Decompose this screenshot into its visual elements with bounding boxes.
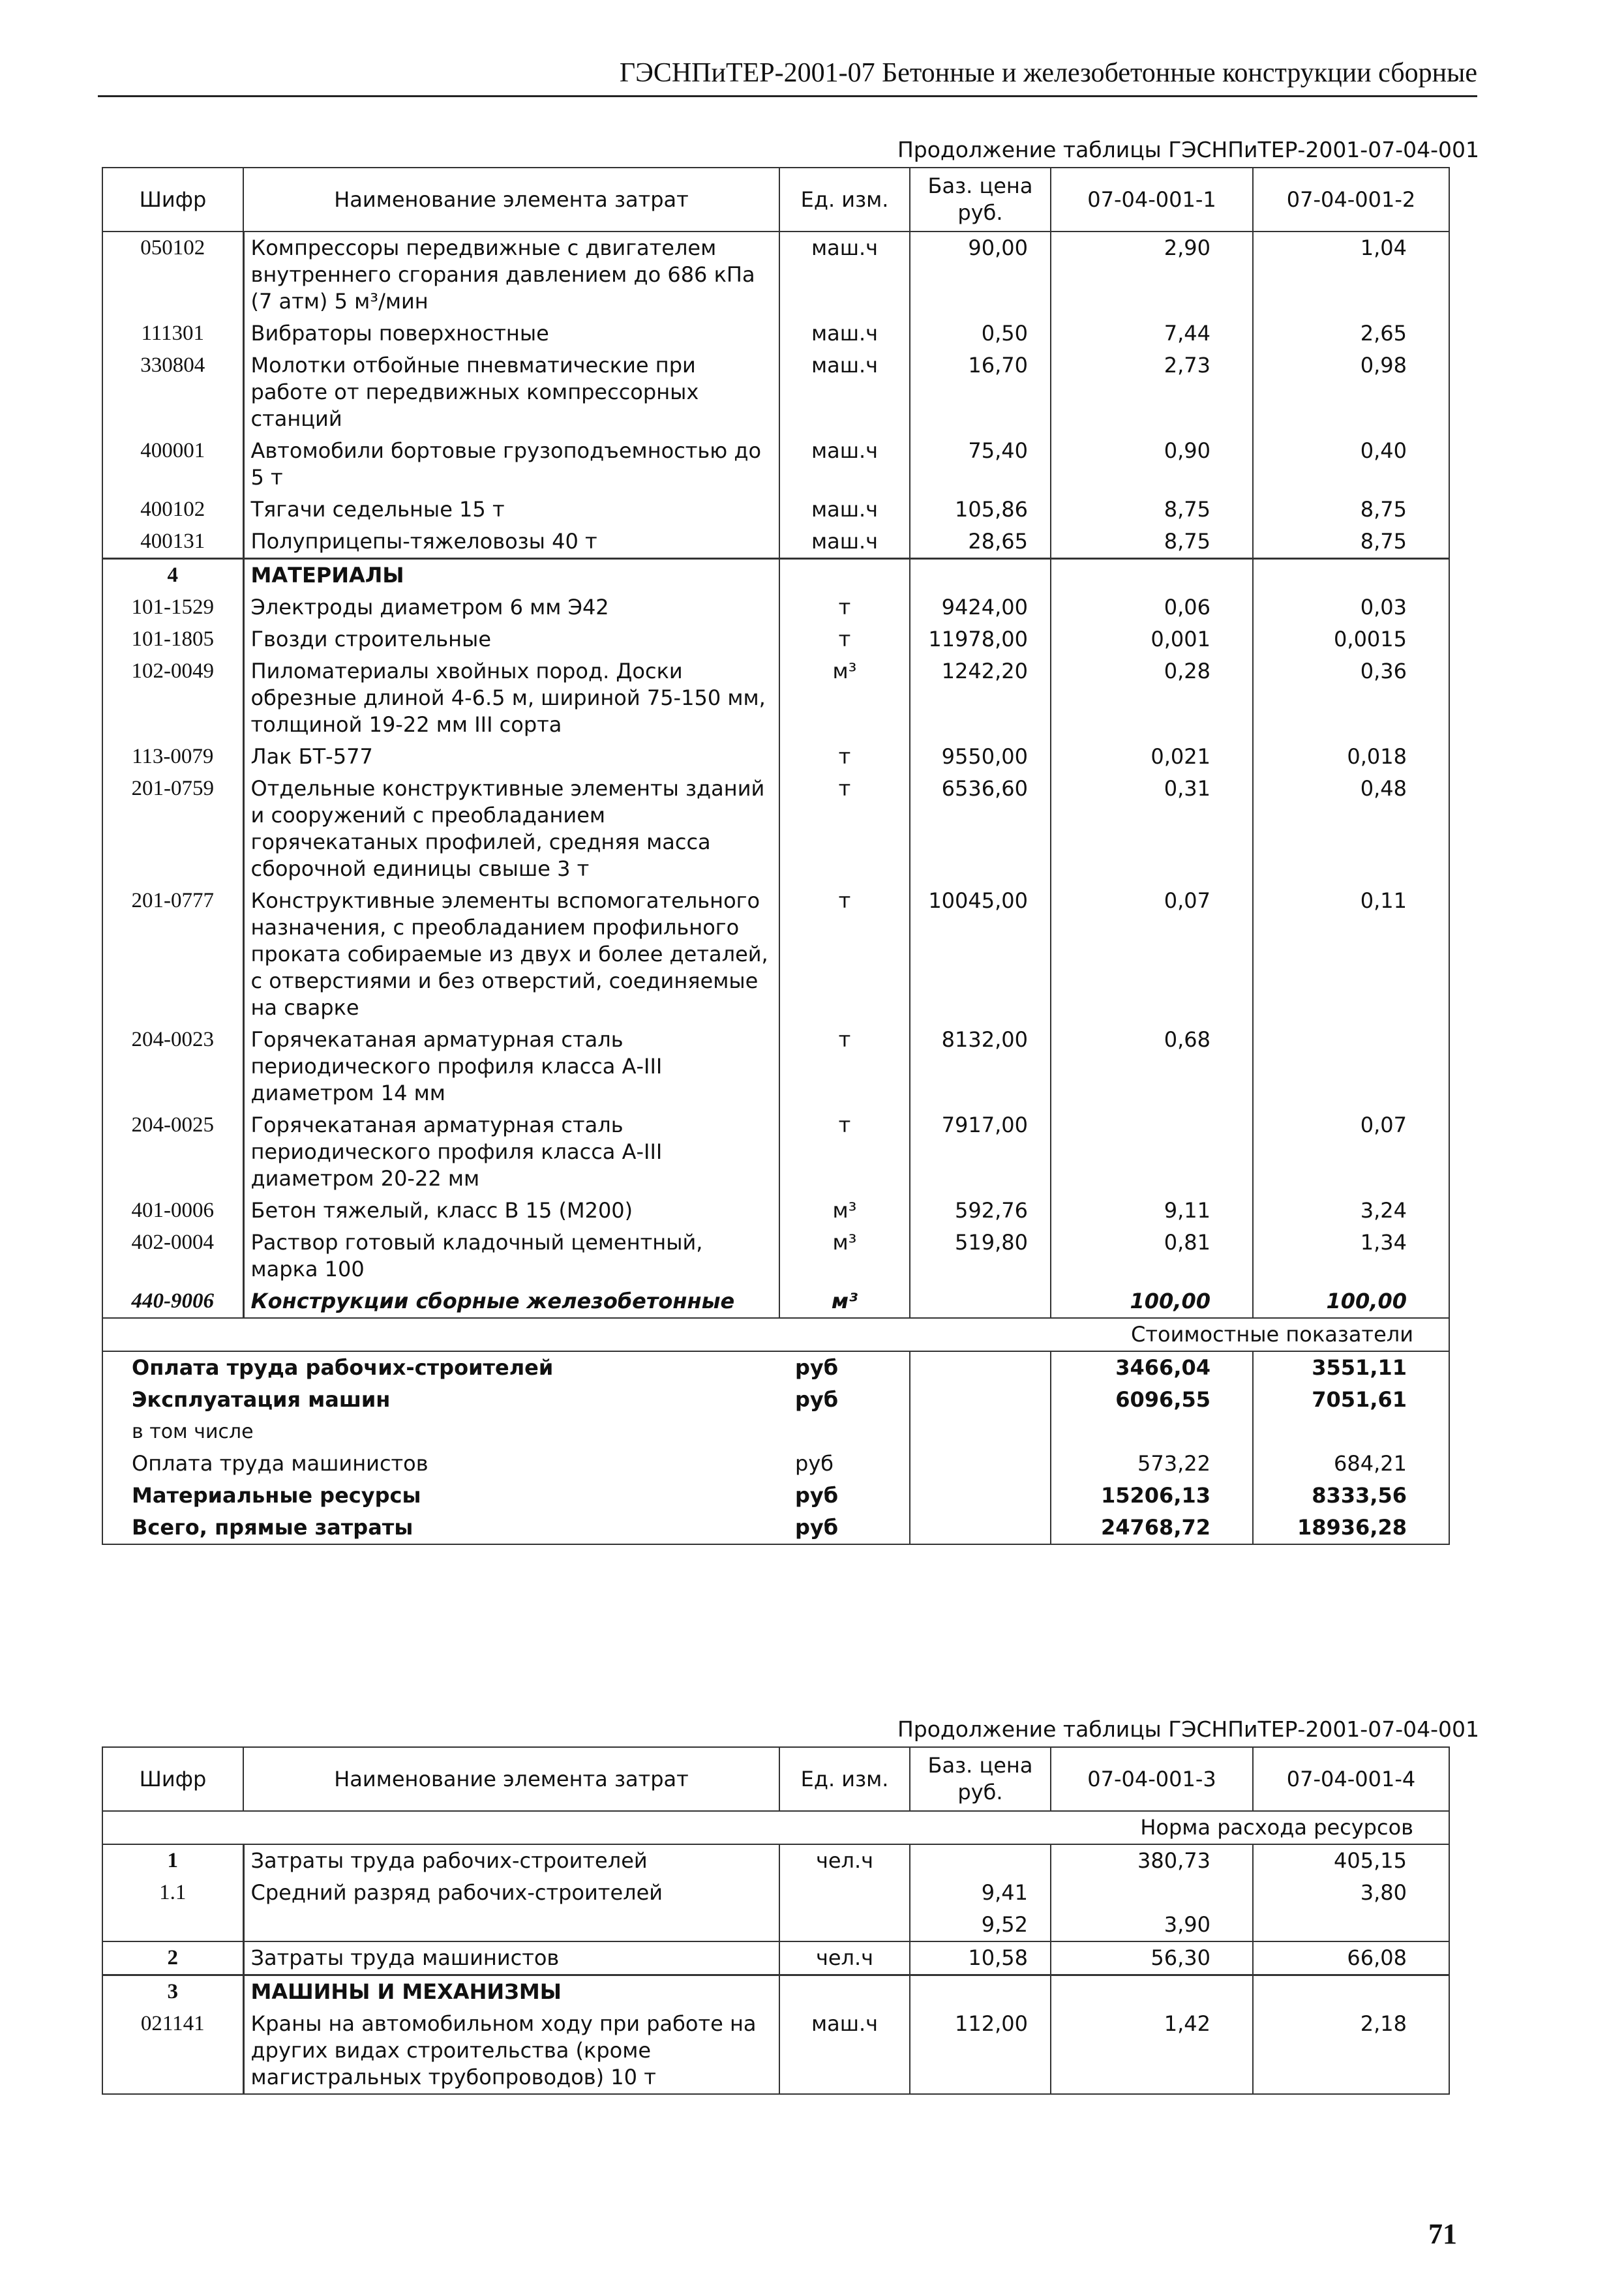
section-title: МАТЕРИАЛЫ [243, 559, 779, 592]
cell-code: 101-1529 [102, 591, 243, 623]
cell-name: Горячекатаная арматурная сталь периодического профиля класса А-III диаметром 14 мм [243, 1024, 779, 1109]
cell-value-2: 8,75 [1253, 526, 1449, 559]
indicator-label: Оплата труда рабочих-строителей [102, 1351, 779, 1384]
cell-unit: маш.ч [779, 494, 910, 526]
empty-cell [910, 1975, 1051, 2009]
cell-name: Гвозди строительные [243, 623, 779, 655]
indicator-value-1 [1051, 1416, 1253, 1448]
indicator-row [102, 1448, 1449, 1480]
page-header: ГЭСНПиТЕР-2001-07 Бетонные и железобетонные конструкции сборные [98, 51, 1477, 97]
cell-value-1: 0,90 [1051, 435, 1253, 494]
table-row [102, 1844, 1449, 1877]
indicator-row [102, 1384, 1449, 1416]
table-row [102, 1195, 1449, 1227]
cell-unit: маш.ч [779, 350, 910, 435]
header-code: Шифр [102, 168, 243, 232]
cell-price: 10,58 [910, 1941, 1051, 1975]
cell-price: 16,70 [910, 350, 1051, 435]
cell-unit: т [779, 885, 910, 1024]
cell-price: 112,00 [910, 2008, 1051, 2094]
cell-code: 440-9006 [102, 1285, 243, 1318]
table-caption: Продолжение таблицы ГЭСНПиТЕР-2001-07-04-001 [897, 137, 1479, 162]
cell-name: Краны на автомобильном ходу при работе на других видах строительства (кроме магистральных трубопроводов) 10 т [243, 2008, 779, 2094]
indicator-label: Эксплуатация машин [102, 1384, 779, 1416]
empty-cell [779, 559, 910, 592]
empty-cell [1051, 1975, 1253, 2009]
table-caption-2: Продолжение таблицы ГЭСНПиТЕР-2001-07-04-001 [897, 1716, 1479, 1742]
cell-name: Затраты труда рабочих-строителей [243, 1844, 779, 1877]
cell-name: Затраты труда машинистов [243, 1941, 779, 1975]
cell-name: Горячекатаная арматурная сталь периодического профиля класса А-III диаметром 20-22 мм [243, 1109, 779, 1195]
cell-price: 592,76 [910, 1195, 1051, 1227]
cell-code: 102-0049 [102, 655, 243, 741]
header-v1: 07-04-001-3 [1051, 1747, 1253, 1811]
header-price: Баз. цена руб. [910, 1747, 1051, 1811]
empty-cell [1253, 1975, 1449, 2009]
cell-price: 8132,00 [910, 1024, 1051, 1109]
indicator-label: Всего, прямые затраты [102, 1512, 779, 1544]
cell-unit: маш.ч [779, 318, 910, 350]
norm-band [102, 1811, 1449, 1844]
cell-price [910, 1285, 1051, 1318]
cell-value-2: 2,18 [1253, 2008, 1449, 2094]
cell-code [102, 1909, 243, 1941]
cell-unit: чел.ч [779, 1844, 910, 1877]
indicator-unit [779, 1416, 910, 1448]
indicator-label: Оплата труда машинистов [102, 1448, 779, 1480]
cell-value-1: 56,30 [1051, 1941, 1253, 1975]
cell-code: 204-0025 [102, 1109, 243, 1195]
cell-value-2: 0,11 [1253, 885, 1449, 1024]
cell-code: 401-0006 [102, 1195, 243, 1227]
table-row [102, 1024, 1449, 1109]
cell-value-1: 100,00 [1051, 1285, 1253, 1318]
cell-value-1: 1,42 [1051, 2008, 1253, 2094]
cell-price: 9,41 [910, 1877, 1051, 1909]
cell-unit: т [779, 773, 910, 885]
cell-value-2: 66,08 [1253, 1941, 1449, 1975]
indicator-value-2: 684,21 [1253, 1448, 1449, 1480]
cell-price: 0,50 [910, 318, 1051, 350]
cell-name: Конструктивные элементы вспомогательного назначения, с преобладанием профильного проката собираемые из двух и более деталей, с отверстиями и без отверстий, соединяемые на сварке [243, 885, 779, 1024]
section-title: МАШИНЫ И МЕХАНИЗМЫ [243, 1975, 779, 2009]
cell-value-1 [1051, 1109, 1253, 1195]
table-row [102, 526, 1449, 559]
cell-name: Раствор готовый кладочный цементный, марка 100 [243, 1227, 779, 1285]
cell-price: 90,00 [910, 232, 1051, 318]
cell-unit: т [779, 1024, 910, 1109]
cell-name: Средний разряд рабочих-строителей [243, 1877, 779, 1909]
cell-value-1: 0,06 [1051, 591, 1253, 623]
cell-unit [779, 1909, 910, 1941]
indicator-row [102, 1351, 1449, 1384]
cell-name: Конструкции сборные железобетонные [243, 1285, 779, 1318]
cell-unit: маш.ч [779, 435, 910, 494]
cell-name: Автомобили бортовые грузоподъемностью до 5 т [243, 435, 779, 494]
cell-price: 105,86 [910, 494, 1051, 526]
cell-code: 2 [102, 1941, 243, 1975]
cell-price: 28,65 [910, 526, 1051, 559]
cell-code: 1 [102, 1844, 243, 1877]
indicator-label: Материальные ресурсы [102, 1480, 779, 1512]
table-row [102, 2008, 1449, 2094]
resource-table-2 [102, 1746, 1450, 2095]
empty-cell [910, 1384, 1051, 1416]
cell-unit [779, 1877, 910, 1909]
table-row [102, 494, 1449, 526]
cell-name: Вибраторы поверхностные [243, 318, 779, 350]
cell-value-2: 100,00 [1253, 1285, 1449, 1318]
cell-price: 1242,20 [910, 655, 1051, 741]
table-row [102, 350, 1449, 435]
cell-name: Полуприцепы-тяжеловозы 40 т [243, 526, 779, 559]
cell-code: 111301 [102, 318, 243, 350]
cost-indicators-band-label: Стоимостные показатели [102, 1318, 1449, 1351]
empty-cell [910, 1416, 1051, 1448]
cell-price: 519,80 [910, 1227, 1051, 1285]
cell-unit: м³ [779, 1227, 910, 1285]
header-v2: 07-04-001-2 [1253, 168, 1449, 232]
cell-unit: чел.ч [779, 1941, 910, 1975]
cell-name: Тягачи седельные 15 т [243, 494, 779, 526]
cell-name: Бетон тяжелый, класс В 15 (М200) [243, 1195, 779, 1227]
table-1-body [102, 168, 1449, 1544]
cell-code: 113-0079 [102, 741, 243, 773]
cell-price: 9,52 [910, 1909, 1051, 1941]
cell-value-2: 8,75 [1253, 494, 1449, 526]
empty-cell [910, 1448, 1051, 1480]
indicator-unit: руб [779, 1448, 910, 1480]
cell-value-1: 0,31 [1051, 773, 1253, 885]
cell-name: Отдельные конструктивные элементы зданий и сооружений с преобладанием горячекатаных профилей, средняя масса сборочной единицы свыше 3 т [243, 773, 779, 885]
header-unit: Ед. изм. [779, 1747, 910, 1811]
cell-value-2 [1253, 1024, 1449, 1109]
cell-code: 201-0759 [102, 773, 243, 885]
indicator-unit: руб [779, 1384, 910, 1416]
cell-value-2: 405,15 [1253, 1844, 1449, 1877]
cell-value-1: 0,28 [1051, 655, 1253, 741]
cell-value-2: 3,24 [1253, 1195, 1449, 1227]
header-name: Наименование элемента затрат [243, 1747, 779, 1811]
cell-value-1 [1051, 1877, 1253, 1909]
cell-code: 400001 [102, 435, 243, 494]
table-row [102, 773, 1449, 885]
indicator-unit: руб [779, 1512, 910, 1544]
cell-code: 204-0023 [102, 1024, 243, 1109]
resource-table-1 [102, 167, 1450, 1545]
empty-cell [779, 1975, 910, 2009]
table-header-row [102, 1747, 1449, 1811]
cell-code: 400102 [102, 494, 243, 526]
indicator-value-2 [1253, 1416, 1449, 1448]
indicator-value-1: 15206,13 [1051, 1480, 1253, 1512]
empty-cell [910, 559, 1051, 592]
cell-price: 10045,00 [910, 885, 1051, 1024]
cell-unit: т [779, 623, 910, 655]
cell-unit: т [779, 591, 910, 623]
cell-name: Электроды диаметром 6 мм Э42 [243, 591, 779, 623]
cell-value-1: 7,44 [1051, 318, 1253, 350]
cell-name: Молотки отбойные пневматические при работе от передвижных компрессорных станций [243, 350, 779, 435]
header-name: Наименование элемента затрат [243, 168, 779, 232]
table-row [102, 655, 1449, 741]
page-number: 71 [1428, 2218, 1457, 2250]
cell-value-1: 3,90 [1051, 1909, 1253, 1941]
cell-code: 021141 [102, 2008, 243, 2094]
table-row [102, 1941, 1449, 1975]
indicator-value-2: 18936,28 [1253, 1512, 1449, 1544]
cell-unit: маш.ч [779, 2008, 910, 2094]
cell-price: 6536,60 [910, 773, 1051, 885]
cell-value-1: 9,11 [1051, 1195, 1253, 1227]
cell-value-2: 0,40 [1253, 435, 1449, 494]
cell-value-2: 1,04 [1253, 232, 1449, 318]
cell-value-1: 8,75 [1051, 494, 1253, 526]
cell-price: 7917,00 [910, 1109, 1051, 1195]
indicator-row [102, 1512, 1449, 1544]
cell-value-2: 0,018 [1253, 741, 1449, 773]
table-row [102, 232, 1449, 318]
table-row [102, 1909, 1449, 1941]
header-price: Баз. цена руб. [910, 168, 1051, 232]
cell-code: 1.1 [102, 1877, 243, 1909]
indicator-unit: руб [779, 1351, 910, 1384]
indicator-label: в том числе [102, 1416, 779, 1448]
cell-unit: маш.ч [779, 526, 910, 559]
empty-cell [910, 1351, 1051, 1384]
cell-value-1: 380,73 [1051, 1844, 1253, 1877]
cell-value-2: 3,80 [1253, 1877, 1449, 1909]
cell-price: 11978,00 [910, 623, 1051, 655]
cell-value-1: 0,81 [1051, 1227, 1253, 1285]
cell-unit: м³ [779, 655, 910, 741]
section-row [102, 559, 1449, 592]
table-row [102, 435, 1449, 494]
header-v2: 07-04-001-4 [1253, 1747, 1449, 1811]
cell-code: 402-0004 [102, 1227, 243, 1285]
cell-name: Лак БТ-577 [243, 741, 779, 773]
header-code: Шифр [102, 1747, 243, 1811]
cell-value-2 [1253, 1909, 1449, 1941]
header-v1: 07-04-001-1 [1051, 168, 1253, 232]
indicator-value-1: 573,22 [1051, 1448, 1253, 1480]
table-row [102, 318, 1449, 350]
indicator-unit: руб [779, 1480, 910, 1512]
empty-cell [910, 1480, 1051, 1512]
cell-unit: м³ [779, 1195, 910, 1227]
cell-value-2: 0,0015 [1253, 623, 1449, 655]
cell-code: 050102 [102, 232, 243, 318]
cell-unit: маш.ч [779, 232, 910, 318]
table-2-body [102, 1747, 1449, 2094]
indicator-value-1: 3466,04 [1051, 1351, 1253, 1384]
table-header-row [102, 168, 1449, 232]
cell-value-2: 0,36 [1253, 655, 1449, 741]
cell-value-1: 0,001 [1051, 623, 1253, 655]
table-row [102, 591, 1449, 623]
cell-unit: т [779, 1109, 910, 1195]
cell-code: 201-0777 [102, 885, 243, 1024]
header-unit: Ед. изм. [779, 168, 910, 232]
cell-name [243, 1909, 779, 1941]
section-code: 4 [102, 559, 243, 592]
table-row [102, 1285, 1449, 1318]
table-row [102, 1877, 1449, 1909]
cell-price [910, 1844, 1051, 1877]
cost-indicators-band [102, 1318, 1449, 1351]
table-row [102, 885, 1449, 1024]
cell-code: 400131 [102, 526, 243, 559]
cell-value-1: 0,021 [1051, 741, 1253, 773]
table-row [102, 741, 1449, 773]
section-code: 3 [102, 1975, 243, 2009]
indicator-row [102, 1416, 1449, 1448]
indicator-value-1: 24768,72 [1051, 1512, 1253, 1544]
cell-price: 75,40 [910, 435, 1051, 494]
indicator-value-2: 7051,61 [1253, 1384, 1449, 1416]
cell-value-1: 0,68 [1051, 1024, 1253, 1109]
cell-value-2: 0,07 [1253, 1109, 1449, 1195]
cell-code: 330804 [102, 350, 243, 435]
cell-unit: т [779, 741, 910, 773]
cell-value-1: 0,07 [1051, 885, 1253, 1024]
empty-cell [1253, 559, 1449, 592]
cell-name: Компрессоры передвижные с двигателем внутреннего сгорания давлением до 686 кПа (7 атм) 5 м³/мин [243, 232, 779, 318]
cell-price: 9550,00 [910, 741, 1051, 773]
cell-value-1: 8,75 [1051, 526, 1253, 559]
cell-name: Пиломатериалы хвойных пород. Доски обрезные длиной 4-6.5 м, шириной 75-150 мм, толщиной 19-22 мм III сорта [243, 655, 779, 741]
cell-value-2: 0,03 [1253, 591, 1449, 623]
section-row [102, 1975, 1449, 2009]
indicator-value-1: 6096,55 [1051, 1384, 1253, 1416]
cell-value-1: 2,73 [1051, 350, 1253, 435]
table-row [102, 1109, 1449, 1195]
cell-value-2: 1,34 [1253, 1227, 1449, 1285]
indicator-row [102, 1480, 1449, 1512]
norm-band-label: Норма расхода ресурсов [102, 1811, 1449, 1844]
empty-cell [910, 1512, 1051, 1544]
cell-value-2: 0,98 [1253, 350, 1449, 435]
cell-value-2: 0,48 [1253, 773, 1449, 885]
cell-value-2: 2,65 [1253, 318, 1449, 350]
indicator-value-2: 8333,56 [1253, 1480, 1449, 1512]
table-row [102, 1227, 1449, 1285]
cell-unit: м³ [779, 1285, 910, 1318]
cell-price: 9424,00 [910, 591, 1051, 623]
cell-value-1: 2,90 [1051, 232, 1253, 318]
indicator-value-2: 3551,11 [1253, 1351, 1449, 1384]
cell-code: 101-1805 [102, 623, 243, 655]
empty-cell [1051, 559, 1253, 592]
table-row [102, 623, 1449, 655]
